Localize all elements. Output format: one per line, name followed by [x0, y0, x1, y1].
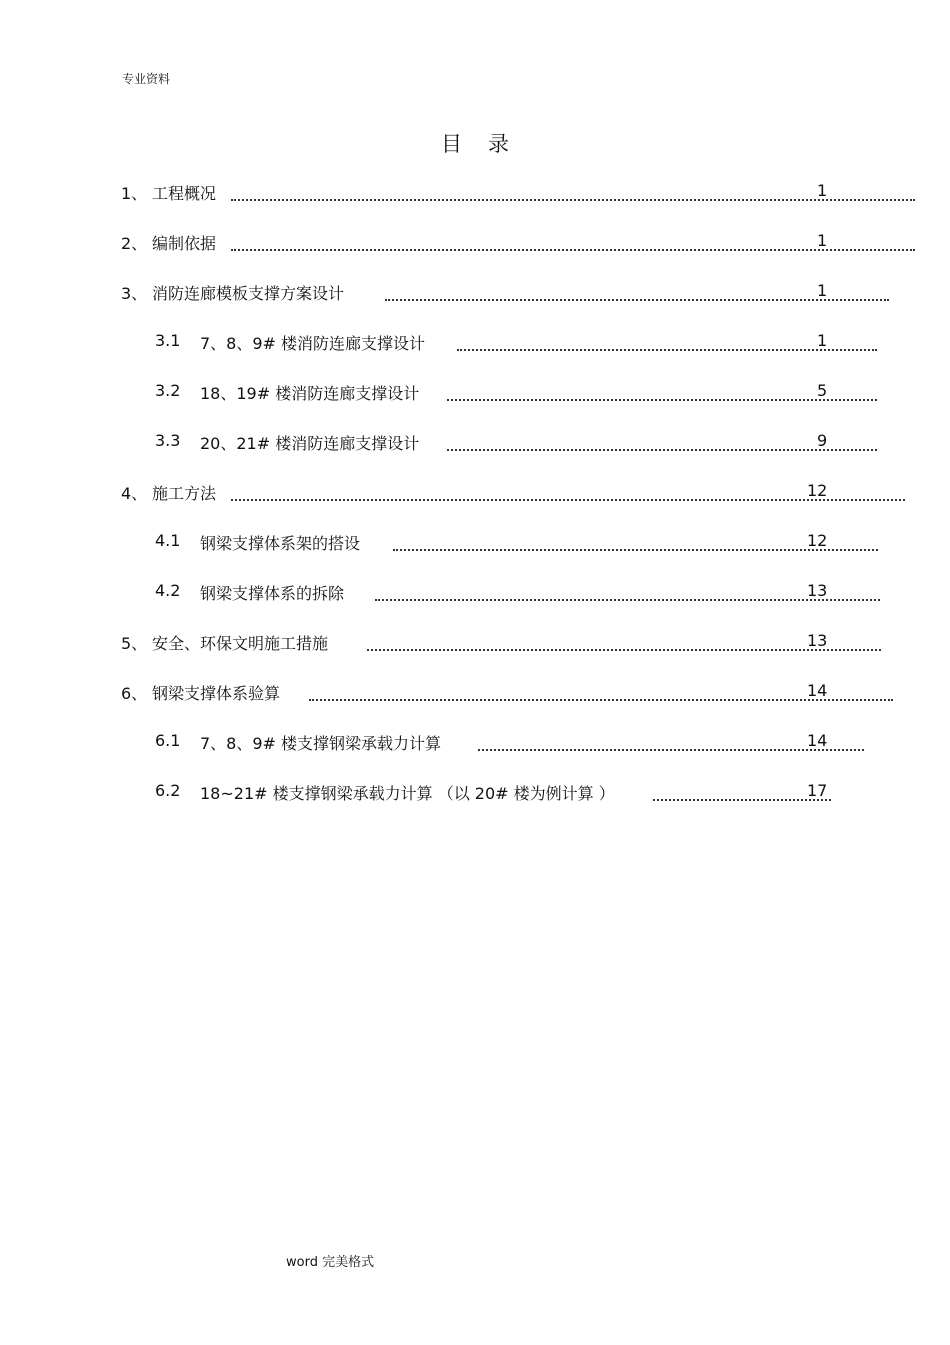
toc-entry-page: 13: [807, 581, 828, 600]
toc-entry-3-1[interactable]: [155, 331, 915, 353]
toc-entry-4-1[interactable]: [155, 531, 915, 553]
toc-entry-number: 2、: [121, 234, 148, 253]
toc-entry-page: 1: [817, 181, 828, 200]
toc-entry-leader: [375, 593, 880, 601]
toc-entry-3[interactable]: [121, 281, 921, 303]
toc-entry-label: 安全、环保文明施工措施: [152, 634, 329, 653]
toc-entry-6-1[interactable]: [155, 731, 915, 753]
toc-entry-leader: [309, 693, 893, 701]
toc-entry-4[interactable]: [121, 481, 921, 503]
toc-entry-leader: [447, 393, 877, 401]
toc-entry-leader: [231, 193, 915, 201]
toc-entry-label: 编制依据: [152, 234, 217, 253]
toc-entry-label: 钢梁支撑体系架的搭设: [200, 534, 361, 553]
toc-entry-page: 12: [807, 531, 828, 550]
toc-entry-leader: [457, 343, 877, 351]
toc-entry-leader: [393, 543, 878, 551]
toc-entry-page: 1: [817, 331, 828, 350]
toc-entry-leader: [367, 643, 881, 651]
toc-entry-6-2[interactable]: [155, 781, 915, 803]
toc-entry-page: 14: [807, 681, 828, 700]
toc-entry-number: 5、: [121, 634, 148, 653]
toc-entry-leader: [447, 443, 877, 451]
toc-entry-number: 3.1: [155, 331, 181, 350]
toc-entry-label: 7、8、9# 楼支撑钢梁承载力计算: [200, 734, 442, 753]
toc-entry-number: 3、: [121, 284, 148, 303]
page-header: 专业资料: [122, 72, 171, 86]
toc-entry-page: 14: [807, 731, 828, 750]
toc-entry-label: 7、8、9# 楼消防连廊支撑设计: [200, 334, 426, 353]
toc-entry-page: 1: [817, 281, 828, 300]
toc-entry-leader: [385, 293, 889, 301]
toc-entry-number: 3.3: [155, 431, 181, 450]
toc-entry-number: 6.2: [155, 781, 181, 800]
toc-entry-2[interactable]: [121, 231, 921, 253]
toc-entry-label: 20、21# 楼消防连廊支撑设计: [200, 434, 420, 453]
toc-entry-page: 12: [807, 481, 828, 500]
toc-entry-1[interactable]: [121, 181, 921, 203]
toc-entry-number: 1、: [121, 184, 148, 203]
toc-entry-label: 18~21# 楼支撑钢梁承载力计算 （以 20# 楼为例计算 ）: [200, 784, 615, 803]
toc-title: 目录: [441, 132, 535, 156]
toc-entry-6[interactable]: [121, 681, 921, 703]
toc-entry-page: 1: [817, 231, 828, 250]
toc-entry-label: 18、19# 楼消防连廊支撑设计: [200, 384, 420, 403]
toc-entry-page: 5: [817, 381, 828, 400]
toc-entry-page: 9: [817, 431, 828, 450]
toc-entry-3-2[interactable]: [155, 381, 915, 403]
toc-entry-page: 17: [807, 781, 828, 800]
toc-entry-4-2[interactable]: [155, 581, 915, 603]
toc-entry-number: 4.2: [155, 581, 181, 600]
toc-entry-number: 6、: [121, 684, 148, 703]
toc-entry-number: 3.2: [155, 381, 181, 400]
toc-entry-leader: [231, 493, 905, 501]
toc-entry-label: 钢梁支撑体系验算: [152, 684, 281, 703]
toc-entry-number: 4、: [121, 484, 148, 503]
toc-entry-leader: [653, 793, 831, 801]
page-footer: word 完美格式: [286, 1255, 375, 1270]
toc-entry-5[interactable]: [121, 631, 921, 653]
toc-entry-label: 工程概况: [152, 184, 217, 203]
toc-entry-number: 6.1: [155, 731, 181, 750]
toc-entry-label: 钢梁支撑体系的拆除: [200, 584, 345, 603]
toc-entry-number: 4.1: [155, 531, 181, 550]
toc-entry-leader: [231, 243, 915, 251]
toc-entry-label: 消防连廊模板支撑方案设计: [152, 284, 345, 303]
toc-entry-page: 13: [807, 631, 828, 650]
toc-entry-3-3[interactable]: [155, 431, 915, 453]
toc-entry-label: 施工方法: [152, 484, 217, 503]
